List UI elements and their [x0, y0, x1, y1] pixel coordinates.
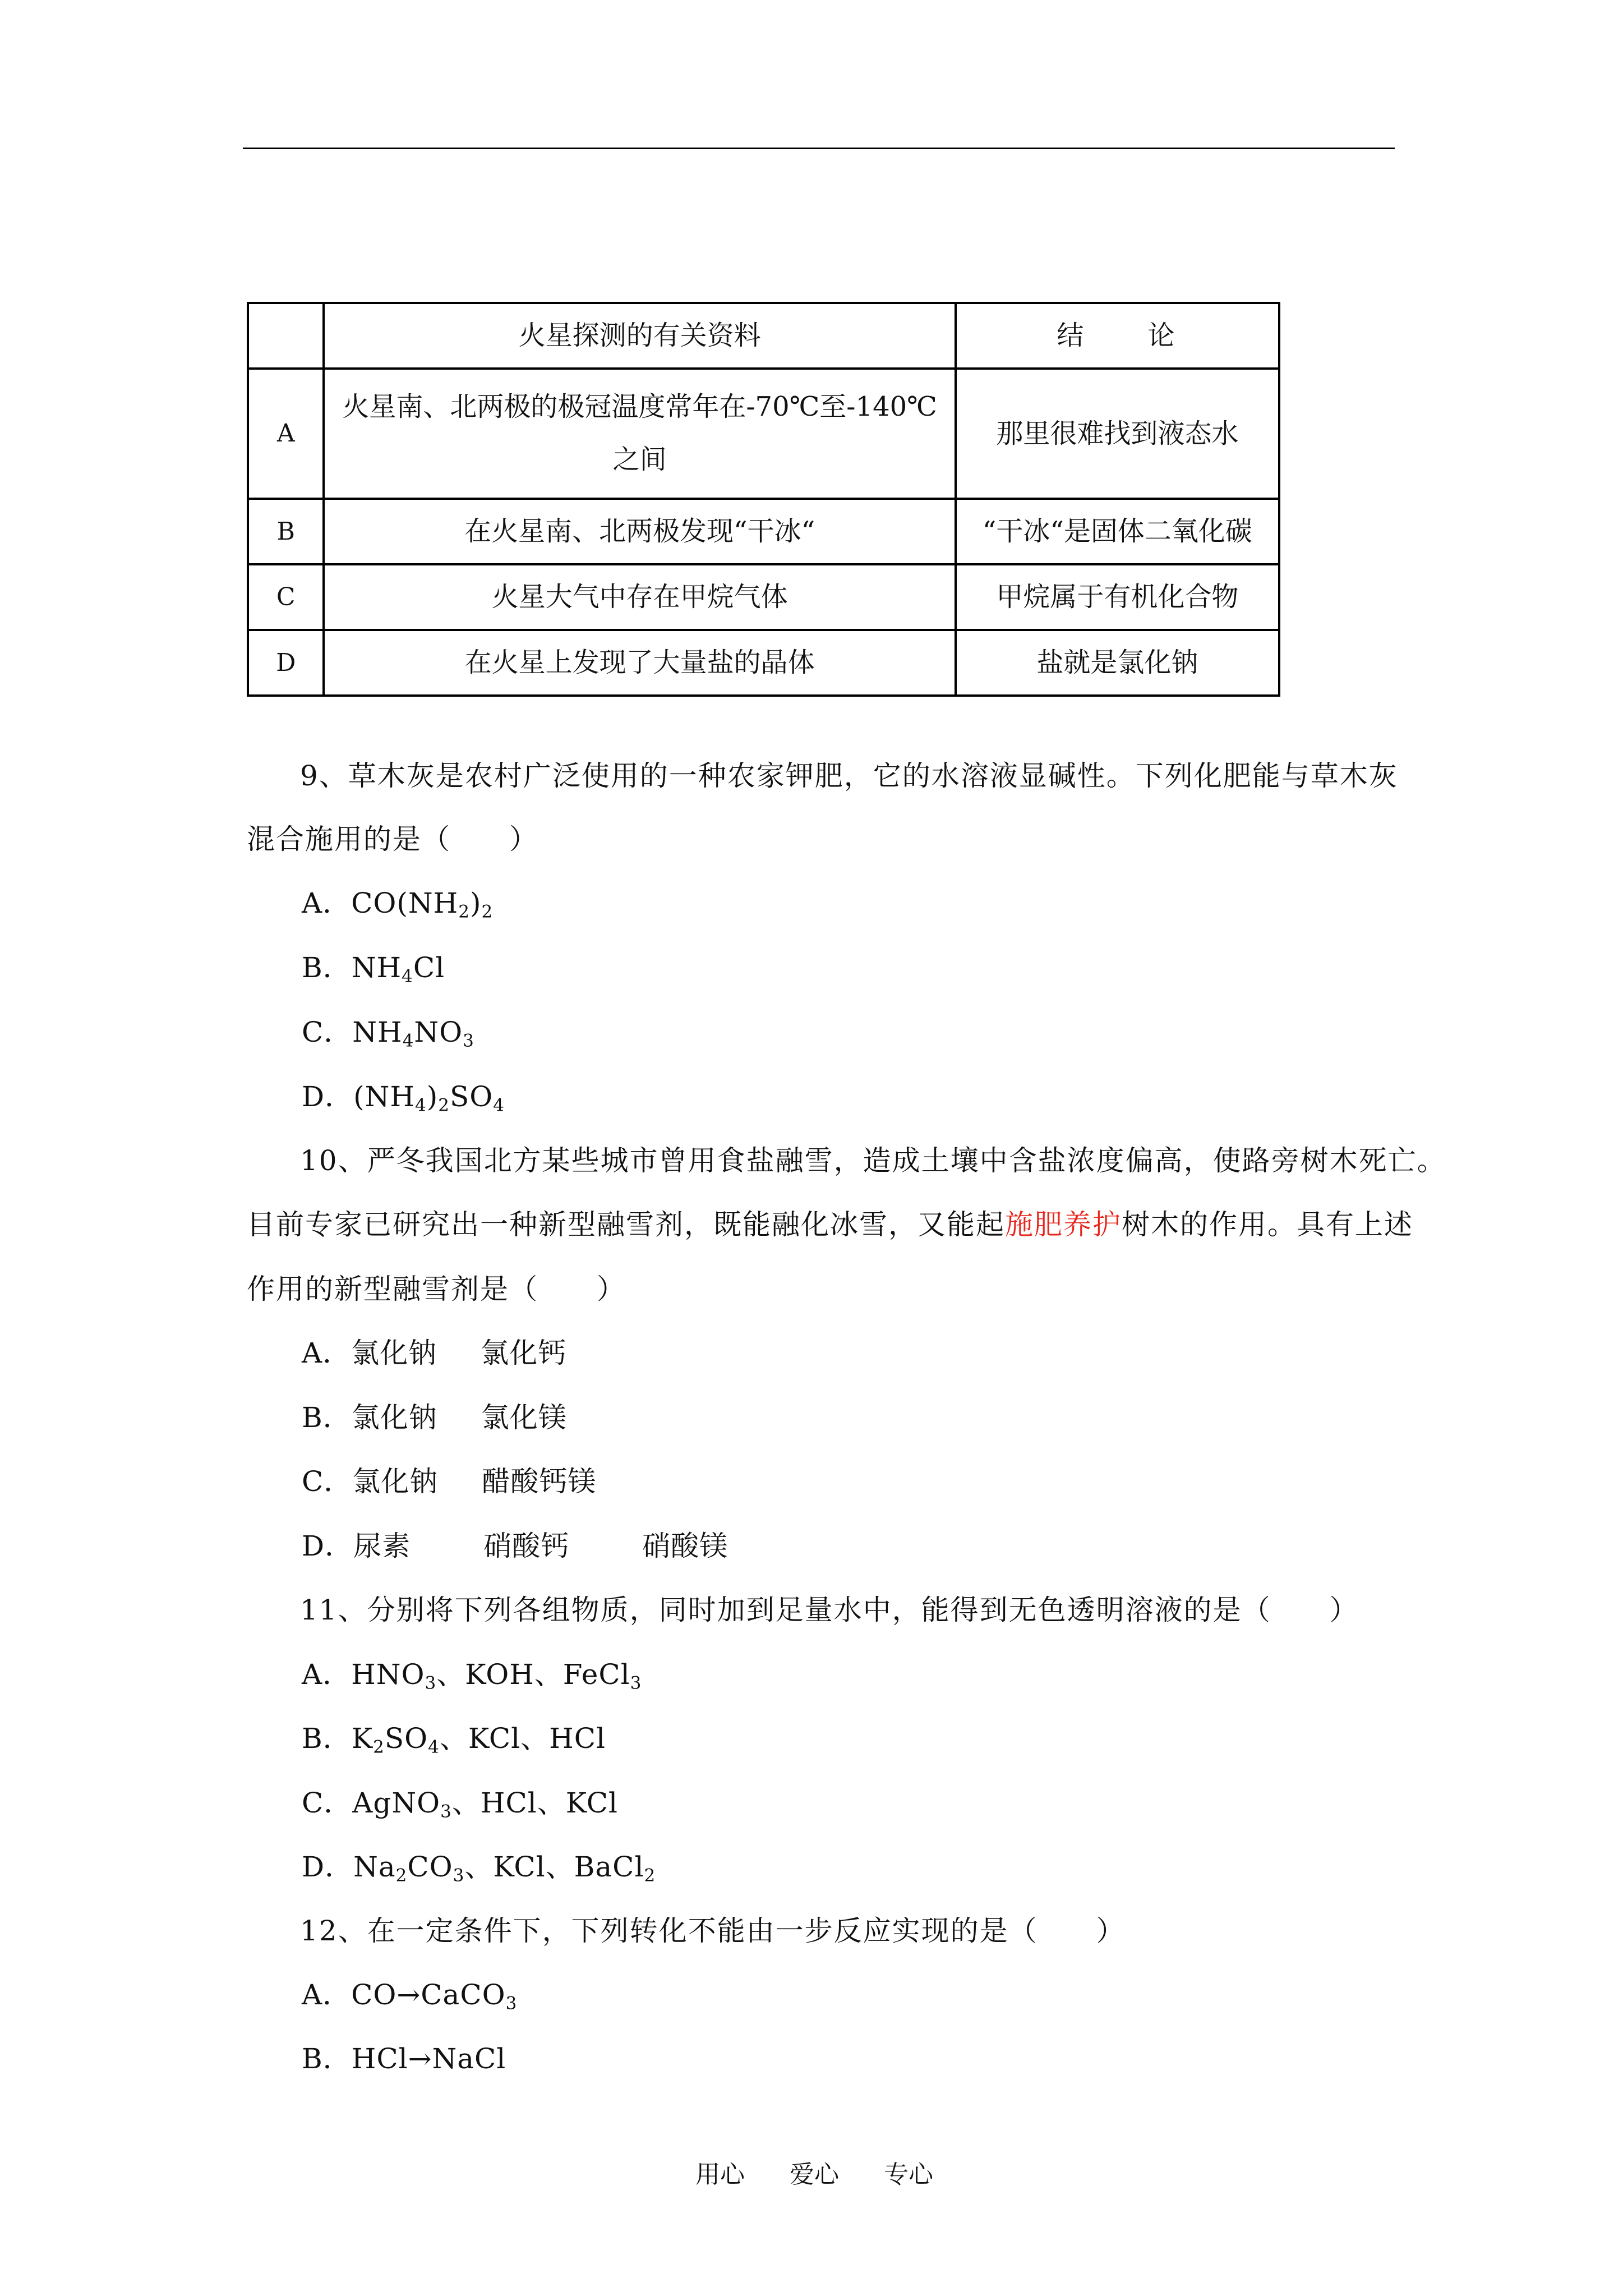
q11-option-d: D．$Na_2CO_3$、KCl、BaCl$_2$ — [302, 1851, 656, 1886]
q10-stem-line-3: 作用的新型融雪剂是（ ） — [247, 1273, 626, 1305]
info-cell: 在火星南、北两极发现“干冰“ — [324, 499, 955, 564]
conclusion-cell: 盐就是氯化钠 — [956, 630, 1279, 696]
q11-option-a: A．$HNO_3$、KOH、FeCl$_3$ — [302, 1658, 642, 1694]
row-label: A — [248, 369, 324, 499]
table-row — [248, 630, 1279, 696]
q12-option-b: B．HCl→NaCl — [302, 2042, 506, 2075]
q9-option-c: C．$NH_4NO_3$ — [302, 1016, 474, 1051]
header-rule — [243, 148, 1395, 149]
footer-word-1: 用心 — [695, 2160, 745, 2189]
header-cell-info: 火星探测的有关资料 — [324, 303, 955, 369]
table-row — [248, 564, 1279, 630]
q9-stem-line-2: 混合施用的是（ ） — [247, 823, 538, 855]
info-line-1: 火星南、北两极的极冠温度常年在-70℃至-140℃ — [342, 391, 937, 423]
conclusion-cell: 甲烷属于有机化合物 — [956, 564, 1279, 630]
highlighted-phrase: 施肥养护 — [1005, 1208, 1122, 1241]
q9-option-d: D．$(NH_4)_2SO_4$ — [302, 1080, 505, 1116]
conclusion-cell: 那里很难找到液态水 — [956, 369, 1279, 499]
mars-data-table — [247, 302, 1280, 697]
footer-word-2: 爱心 — [790, 2160, 839, 2189]
q10-option-a: A．氯化钠 氯化钙 — [302, 1337, 567, 1369]
info-cell: 火星大气中存在甲烷气体 — [324, 564, 955, 630]
q10-option-c: C．氯化钠 醋酸钙镁 — [302, 1465, 597, 1498]
row-label: B — [248, 499, 324, 564]
q9-option-a: A．$CO(NH_2)_2$ — [302, 887, 494, 922]
table-row — [248, 499, 1279, 564]
header-cell-conclusion: 结 论 — [956, 303, 1279, 369]
q12-option-a: A．CO→CaCO$_3$ — [302, 1978, 518, 2014]
q11-stem-line-1: 11、分别将下列各组物质，同时加到足量水中，能得到无色透明溶液的是（ ） — [300, 1594, 1359, 1626]
q10-option-d: D．尿素 硝酸钙 硝酸镁 — [302, 1530, 728, 1562]
table-row — [248, 369, 1279, 499]
q11-option-b: B．$K_2SO_4$、KCl、HCl — [302, 1722, 606, 1757]
row-label: C — [248, 564, 324, 630]
header-cell-empty — [248, 303, 324, 369]
q10-option-b: B．氯化钠 氯化镁 — [302, 1401, 567, 1434]
conclusion-cell: “干冰“是固体二氧化碳 — [956, 499, 1279, 564]
table-header-row — [248, 303, 1279, 369]
info-line-2: 之间 — [612, 444, 667, 475]
row-label: D — [248, 630, 324, 696]
q12-stem-line-1: 12、在一定条件下，下列转化不能由一步反应实现的是（ ） — [300, 1915, 1126, 1947]
info-cell: 在火星上发现了大量盐的晶体 — [324, 630, 955, 696]
q9-option-b: B．$NH_4Cl$ — [302, 951, 445, 987]
q10-stem-line-2: 目前专家已研究出一种新型融雪剂，既能融化冰雪，又能起施肥养护树木的作用。具有上述 — [247, 1208, 1413, 1241]
q10-stem-line-1: 10、严冬我国北方某些城市曾用食盐融雪，造成土壤中含盐浓度偏高，使路旁树木死亡。 — [300, 1144, 1446, 1177]
info-cell — [324, 369, 955, 499]
q9-stem-line-1: 9、草木灰是农村广泛使用的一种农家钾肥，它的水溶液显碱性。下列化肥能与草木灰 — [300, 760, 1398, 792]
footer-word-3: 专心 — [884, 2160, 933, 2189]
q11-option-c: C．AgNO$_3$、HCl、KCl — [302, 1787, 618, 1822]
page-footer — [695, 2154, 933, 2190]
